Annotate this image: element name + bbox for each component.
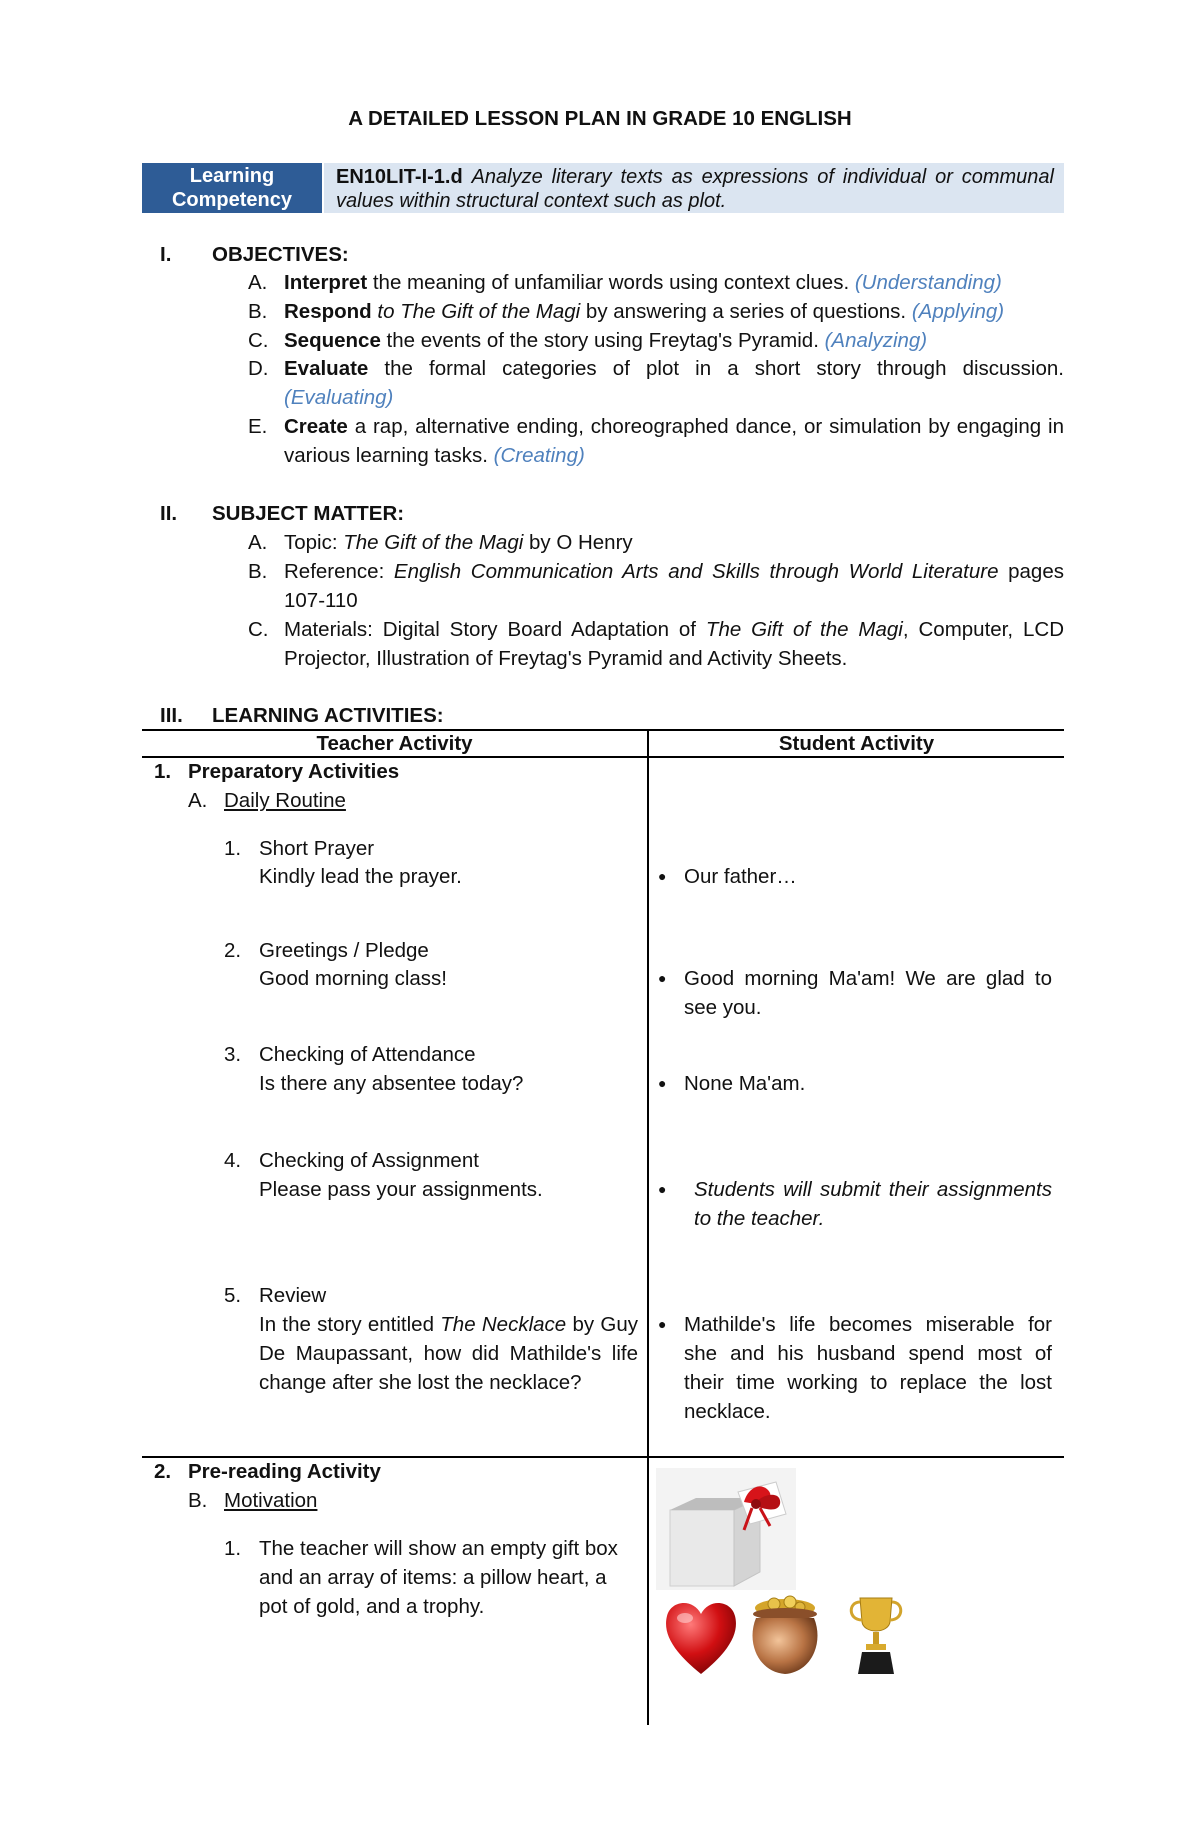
objectives-number: I. (160, 243, 172, 266)
subject-item: Topic: The Gift of the Magi by O Henry (284, 531, 633, 554)
objective-level: (Evaluating) (284, 386, 394, 409)
objective-letter: D. (248, 357, 269, 380)
objective-letter: E. (248, 415, 268, 438)
teacher-question: In the story entitled The Necklace by Guy De Maupassant, how did Mathilde's life change after she lost the necklace? (259, 1313, 639, 1394)
routine-number: 2. (224, 939, 242, 962)
learning-activities-heading: LEARNING ACTIVITIES: (212, 704, 444, 727)
pot-of-gold-icon (744, 1592, 826, 1680)
teacher-line: Please pass your assignments. (259, 1178, 543, 1201)
routine-title: Short Prayer (259, 837, 375, 860)
competency-description: Analyze literary texts as expressions of individual or communal values within structural context such as plot. (336, 166, 1054, 212)
objectives-heading: OBJECTIVES: (212, 243, 349, 266)
bullet-icon: ● (658, 1181, 667, 1197)
section-title: Pre-reading Activity (188, 1460, 381, 1483)
student-activity-header: Student Activity (778, 732, 935, 755)
objective-item: Create a rap, alternative ending, choreographed dance, or simulation by engaging in various learning tasks. (Creating) (284, 415, 1064, 467)
student-response: Our father… (684, 865, 797, 888)
subject-item: Reference: English Communication Arts and Skills through World Literature pages 107-110 (284, 560, 1064, 612)
subject-item: Materials: Digital Story Board Adaptation of The Gift of the Magi, Computer, LCD Projector, Illustration of Freytag's Pyramid and Activity Sheets. (284, 618, 1065, 670)
page-title: A DETAILED LESSON PLAN IN GRADE 10 ENGLISH (348, 107, 852, 130)
routine-title: Checking of Assignment (259, 1149, 479, 1172)
student-response: Good morning Ma'am! We are glad to see you. (684, 967, 1052, 1019)
routine-title: Checking of Attendance (259, 1043, 476, 1066)
teacher-line: Is there any absentee today? (259, 1072, 524, 1095)
subsection-letter: A. (188, 789, 208, 812)
bullet-icon: ● (658, 1075, 667, 1091)
competency-label-line1: Learning (189, 165, 275, 187)
table-column-divider (647, 729, 649, 1725)
objective-item: Evaluate the formal categories of plot in a short story through discussion. (284, 357, 1064, 380)
objective-letter: C. (248, 329, 269, 352)
section-number: 1. (154, 760, 172, 783)
teacher-line: Kindly lead the prayer. (259, 865, 462, 888)
learning-activities-number: III. (160, 704, 183, 727)
competency-text (324, 163, 1064, 213)
subsection-title: Daily Routine (224, 789, 346, 812)
subject-letter: B. (248, 560, 268, 583)
subject-matter-heading: SUBJECT MATTER: (212, 502, 405, 525)
motivation-text: The teacher will show an empty gift box and an array of items: a pillow heart, a pot of gold, and a trophy. (259, 1537, 618, 1618)
objective-letter: A. (248, 271, 268, 294)
routine-number: 4. (224, 1149, 242, 1172)
competency-code: EN10LIT-I-1.d (336, 166, 463, 188)
teacher-activity-header: Teacher Activity (316, 732, 473, 755)
competency-label (142, 163, 322, 213)
section-title: Preparatory Activities (188, 760, 400, 783)
section-number: 2. (154, 1460, 172, 1483)
routine-number: 1. (224, 837, 242, 860)
routine-number: 3. (224, 1043, 242, 1066)
student-response: Mathilde's life becomes miserable for she and his husband spend most of their time working to replace the lost necklace. (684, 1313, 1052, 1423)
subsection-letter: B. (188, 1489, 208, 1512)
student-response: None Ma'am. (684, 1072, 806, 1095)
bullet-icon: ● (658, 1316, 667, 1332)
subject-matter-number: II. (160, 502, 178, 525)
bullet-icon: ● (658, 868, 667, 884)
objective-item: Sequence the events of the story using Freytag's Pyramid. (Analyzing) (284, 329, 928, 352)
trophy-icon (846, 1592, 906, 1678)
objective-item: Respond to The Gift of the Magi by answering a series of questions. (Applying) (284, 300, 1005, 323)
subsection-title: Motivation (224, 1489, 318, 1512)
routine-number: 5. (224, 1284, 242, 1307)
subject-letter: A. (248, 531, 268, 554)
gift-box-icon (656, 1468, 796, 1590)
teacher-line: Good morning class! (259, 967, 448, 990)
subject-letter: C. (248, 618, 269, 641)
routine-title: Review (259, 1284, 327, 1307)
objective-letter: B. (248, 300, 268, 323)
motivation-number: 1. (224, 1537, 242, 1560)
competency-label-line2: Competency (171, 189, 293, 211)
bullet-icon: ● (658, 970, 667, 986)
objective-item: Interpret the meaning of unfamiliar words using context clues. (Understanding) (284, 271, 1002, 294)
routine-title: Greetings / Pledge (259, 939, 429, 962)
heart-icon (661, 1592, 741, 1682)
student-response: Students will submit their assignments to the teacher. (694, 1178, 1052, 1230)
